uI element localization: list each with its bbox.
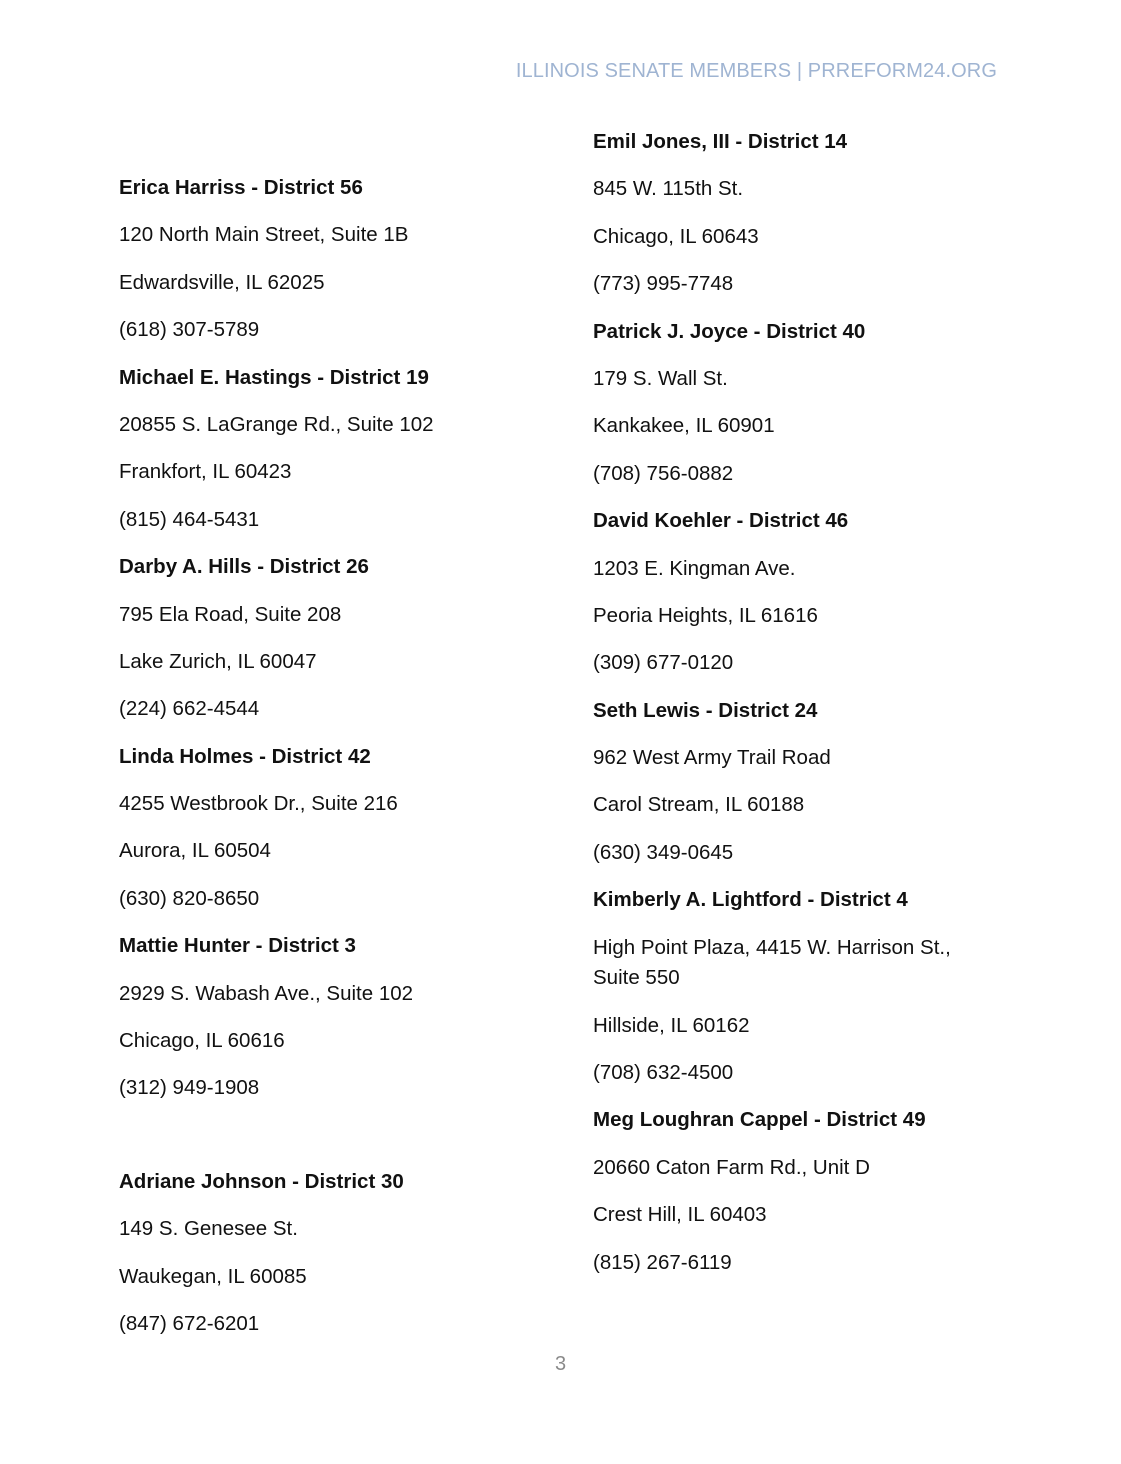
office-phone: (309) 677-0120 (593, 651, 734, 675)
senator-name: Erica Harriss - District 56 (119, 176, 363, 199)
blank-paragraph (119, 1121, 539, 1167)
senator-list-left (119, 173, 539, 1356)
senator-name: Michael E. Hastings - District 19 (119, 365, 429, 389)
office-city: Peoria Heights, IL 61616 (593, 603, 818, 627)
office-address: 2929 S. Wabash Ave., Suite 102 (119, 981, 414, 1005)
office-city: Kankakee, IL 60901 (593, 414, 775, 438)
office-phone: (708) 756-0882 (593, 461, 734, 485)
office-city: Edwardsville, IL 62025 (119, 270, 325, 294)
senator-entry (119, 552, 539, 724)
senator-entry (119, 173, 539, 345)
senator-list-right (593, 127, 1013, 1295)
senator-entry (119, 363, 539, 535)
office-address: 1203 E. Kingman Ave. (593, 556, 796, 580)
office-city: Waukegan, IL 60085 (119, 1264, 307, 1288)
office-city: Frankfort, IL 60423 (119, 460, 292, 484)
senator-name: David Koehler - District 46 (593, 509, 849, 533)
senator-entry (593, 317, 1013, 489)
office-address: 4255 Westbrook Dr., Suite 216 (119, 792, 398, 816)
office-city: Crest Hill, IL 60403 (593, 1203, 767, 1227)
office-address: 795 Ela Road, Suite 208 (119, 602, 342, 626)
office-phone: (815) 267-6119 (593, 1250, 732, 1274)
office-phone: (618) 307-5789 (119, 318, 260, 342)
running-header: ILLINOIS SENATE MEMBERS | PRREFORM24.ORG (515, 60, 997, 82)
office-phone: (708) 632-4500 (593, 1061, 734, 1085)
office-address: 20855 S. LaGrange Rd., Suite 102 (119, 412, 434, 436)
office-phone: (224) 662-4544 (119, 697, 260, 721)
senator-name: Seth Lewis - District 24 (593, 698, 818, 722)
senator-entry (119, 1167, 539, 1339)
senator-entry (593, 885, 1013, 1088)
senator-entry (593, 506, 1013, 678)
senator-name: Linda Holmes - District 42 (119, 744, 371, 768)
senator-entry (593, 127, 1013, 299)
office-address: 179 S. Wall St. (593, 366, 728, 390)
office-phone: (847) 672-6201 (119, 1311, 260, 1335)
senator-name: Adriane Johnson - District 30 (119, 1169, 404, 1193)
office-city: Hillside, IL 60162 (593, 1013, 750, 1037)
senator-entry (119, 742, 539, 914)
senator-entry (593, 696, 1013, 868)
office-city: Carol Stream, IL 60188 (593, 793, 805, 817)
senator-entry (119, 931, 539, 1103)
office-city: Lake Zurich, IL 60047 (119, 649, 317, 673)
office-phone: (630) 349-0645 (593, 840, 734, 864)
senator-name: Patrick J. Joyce - District 40 (593, 319, 866, 343)
senator-name: Darby A. Hills - District 26 (119, 555, 369, 579)
office-address: High Point Plaza, 4415 W. Harrison St., Suite 550 (593, 935, 951, 989)
office-address: 20660 Caton Farm Rd., Unit D (593, 1155, 870, 1179)
senator-name: Meg Loughran Cappel - District 49 (593, 1108, 926, 1132)
page-number: 3 (554, 1353, 567, 1375)
office-phone: (773) 995-7748 (593, 272, 734, 296)
office-phone: (312) 949-1908 (119, 1076, 260, 1100)
office-address: 845 W. 115th St. (593, 177, 744, 201)
senator-entry (593, 1105, 1013, 1277)
office-city: Chicago, IL 60616 (119, 1029, 285, 1053)
office-phone: (630) 820-8650 (119, 886, 260, 910)
office-address: 149 S. Genesee St. (119, 1217, 298, 1241)
office-address: 962 West Army Trail Road (593, 746, 831, 770)
office-address: 120 North Main Street, Suite 1B (119, 223, 409, 247)
senator-name: Emil Jones, III - District 14 (593, 130, 848, 153)
senator-name: Kimberly A. Lightford - District 4 (593, 888, 908, 912)
office-city: Aurora, IL 60504 (119, 839, 271, 863)
office-city: Chicago, IL 60643 (593, 224, 759, 248)
office-phone: (815) 464-5431 (119, 507, 260, 531)
senator-name: Mattie Hunter - District 3 (119, 934, 356, 958)
